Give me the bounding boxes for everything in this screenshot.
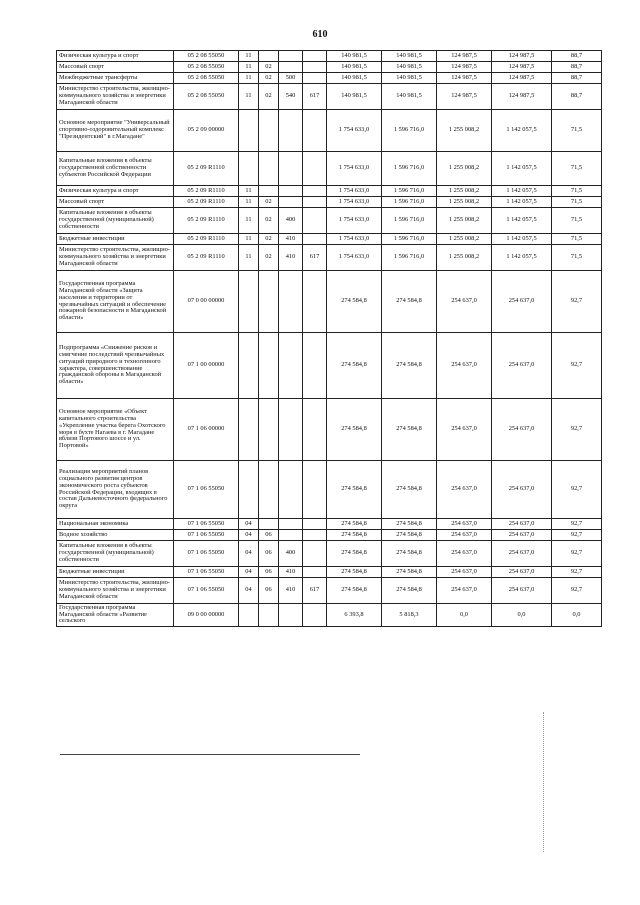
table-cell-plan: 274 584,8 [327,399,382,461]
table-cell-cash-executed: 254 637,0 [492,271,552,333]
table-cell-code: 07 1 06 55050 [174,541,239,567]
table-cell-name: Водное хозяйство [57,530,174,541]
table-cell-subsection: 06 [259,578,279,604]
table-cell-section: 11 [239,62,259,73]
table-cell-subsection: 02 [259,208,279,234]
table-cell-code: 05 2 08 55050 [174,84,239,110]
table-cell-expense-type [279,530,303,541]
table-cell-plan: 1 754 633,0 [327,197,382,208]
table-cell-name: Министерство строительства, жилищно-коммунального хозяйства и энергетики Магаданской области [57,245,174,271]
table-cell-section: 04 [239,578,259,604]
table-cell-admin-code [303,234,327,245]
table-cell-code: 07 1 06 55050 [174,567,239,578]
table-row [57,208,602,234]
table-cell-plan: 274 584,8 [327,578,382,604]
table-row [57,197,602,208]
table-cell-section: 04 [239,519,259,530]
table-cell-percent: 71,5 [552,110,602,152]
table-cell-admin-code [303,541,327,567]
table-cell-subsection [259,399,279,461]
table-cell-percent: 92,7 [552,541,602,567]
table-cell-section [239,110,259,152]
table-cell-section: 11 [239,73,259,84]
table-cell-plan: 1 754 633,0 [327,234,382,245]
table-cell-admin-code [303,333,327,399]
table-cell-code: 07 1 00 00000 [174,333,239,399]
table-cell-admin-code [303,604,327,627]
table-cell-plan: 274 584,8 [327,461,382,519]
table-cell-code: 05 2 09 R1110 [174,245,239,271]
table-cell-executed: 254 637,0 [437,519,492,530]
table-cell-refined-plan: 274 584,8 [382,578,437,604]
table-cell-refined-plan: 274 584,8 [382,530,437,541]
table-cell-admin-code [303,567,327,578]
table-cell-admin-code: 617 [303,578,327,604]
table-cell-admin-code [303,110,327,152]
table-cell-percent: 92,7 [552,578,602,604]
table-cell-refined-plan: 1 596 716,0 [382,197,437,208]
table-cell-name: Капитальные вложения в объекты государственной (муниципальной) собственности [57,208,174,234]
table-cell-section: 11 [239,234,259,245]
table-cell-section: 04 [239,567,259,578]
table-cell-percent: 88,7 [552,84,602,110]
table-cell-section: 11 [239,197,259,208]
table-row [57,62,602,73]
table-cell-admin-code [303,152,327,186]
table-cell-plan: 274 584,8 [327,530,382,541]
table-cell-cash-executed: 0,0 [492,604,552,627]
table-cell-code: 05 2 09 R1110 [174,234,239,245]
table-cell-name: Основное мероприятие "Универсальный спортивно-оздоровительный комплекс "Президентский" в г.Магадане" [57,110,174,152]
table-cell-subsection: 02 [259,73,279,84]
table-row [57,567,602,578]
table-cell-subsection [259,604,279,627]
table-cell-executed: 254 637,0 [437,399,492,461]
table-cell-code: 07 1 06 00000 [174,399,239,461]
table-cell-executed: 254 637,0 [437,461,492,519]
table-cell-percent: 71,5 [552,197,602,208]
table-cell-executed: 254 637,0 [437,578,492,604]
table-cell-executed: 1 255 008,2 [437,110,492,152]
table-cell-expense-type: 540 [279,84,303,110]
table-cell-expense-type [279,271,303,333]
table-row [57,271,602,333]
table-cell-code: 05 2 09 R1110 [174,208,239,234]
table-cell-admin-code [303,186,327,197]
table-cell-code: 07 1 06 55050 [174,530,239,541]
table-cell-percent: 92,7 [552,271,602,333]
table-cell-percent: 92,7 [552,519,602,530]
table-cell-section [239,399,259,461]
table-cell-executed: 124 987,5 [437,73,492,84]
table-cell-executed: 124 987,5 [437,84,492,110]
table-cell-subsection [259,110,279,152]
table-cell-subsection [259,152,279,186]
table-cell-section: 11 [239,186,259,197]
table-row [57,333,602,399]
table-cell-code: 09 0 00 00000 [174,604,239,627]
table-cell-code: 07 0 00 00000 [174,271,239,333]
table-cell-executed: 254 637,0 [437,271,492,333]
table-cell-percent: 88,7 [552,73,602,84]
table-cell-admin-code [303,399,327,461]
table-cell-percent: 92,7 [552,530,602,541]
table-cell-refined-plan: 274 584,8 [382,271,437,333]
table-cell-expense-type: 410 [279,578,303,604]
table-cell-expense-type [279,399,303,461]
table-cell-name: Бюджетные инвестиции [57,234,174,245]
table-cell-plan: 274 584,8 [327,541,382,567]
table-cell-section: 11 [239,51,259,62]
table-cell-subsection: 02 [259,197,279,208]
table-cell-name: Физическая культура и спорт [57,186,174,197]
table-cell-code: 07 1 06 55050 [174,519,239,530]
table-cell-admin-code [303,530,327,541]
table-cell-plan: 140 981,5 [327,51,382,62]
table-cell-code: 05 2 09 R1110 [174,152,239,186]
table-cell-refined-plan: 274 584,8 [382,399,437,461]
table-cell-refined-plan: 140 981,5 [382,62,437,73]
table-cell-executed: 124 987,5 [437,62,492,73]
table-row [57,51,602,62]
table-cell-admin-code [303,197,327,208]
table-cell-plan: 6 393,8 [327,604,382,627]
table-cell-name: Капитальные вложения в объекты государственной собственности субъектов Российской Федерации [57,152,174,186]
table-cell-subsection: 02 [259,234,279,245]
table-cell-subsection [259,333,279,399]
table-cell-plan: 274 584,8 [327,333,382,399]
table-cell-name: Межбюджетные трансферты [57,73,174,84]
table-cell-subsection: 06 [259,541,279,567]
table-cell-name: Подпрограмма «Снижение рисков и смягчение последствий чрезвычайных ситуаций природного и техногенного характера, совершенствование гражданской обороны в Магаданской области» [57,333,174,399]
table-cell-executed: 254 637,0 [437,567,492,578]
table-cell-refined-plan: 274 584,8 [382,519,437,530]
table-cell-code: 05 2 09 00000 [174,110,239,152]
table-cell-expense-type: 500 [279,73,303,84]
table-cell-admin-code [303,73,327,84]
table-cell-expense-type: 400 [279,208,303,234]
table-cell-plan: 274 584,8 [327,567,382,578]
table-cell-cash-executed: 124 987,5 [492,84,552,110]
table-cell-percent: 92,7 [552,461,602,519]
table-cell-refined-plan: 274 584,8 [382,333,437,399]
table-cell-admin-code [303,271,327,333]
table-row [57,604,602,627]
table-cell-admin-code [303,51,327,62]
table-cell-refined-plan: 140 981,5 [382,84,437,110]
table-cell-subsection: 06 [259,530,279,541]
table-cell-name: Государственная программа Магаданской области «Развитие сельского [57,604,174,627]
table-cell-cash-executed: 1 142 057,5 [492,186,552,197]
table-cell-admin-code [303,519,327,530]
table-cell-code: 07 1 06 55050 [174,578,239,604]
table-cell-section [239,333,259,399]
table-cell-percent: 92,7 [552,567,602,578]
table-cell-percent: 71,5 [552,152,602,186]
table-cell-name: Массовый спорт [57,197,174,208]
table-cell-expense-type [279,461,303,519]
table-cell-refined-plan: 5 818,3 [382,604,437,627]
table-row [57,519,602,530]
table-cell-refined-plan: 274 584,8 [382,541,437,567]
table-cell-refined-plan: 1 596 716,0 [382,152,437,186]
table-cell-refined-plan: 1 596 716,0 [382,245,437,271]
table-cell-expense-type: 410 [279,234,303,245]
table-cell-admin-code: 617 [303,245,327,271]
table-row [57,152,602,186]
table-cell-expense-type [279,186,303,197]
table-cell-percent: 92,7 [552,399,602,461]
table-cell-admin-code [303,461,327,519]
table-cell-refined-plan: 1 596 716,0 [382,186,437,197]
table-cell-percent: 92,7 [552,333,602,399]
table-cell-code: 07 1 06 55050 [174,461,239,519]
table-cell-cash-executed: 254 637,0 [492,461,552,519]
table-row [57,399,602,461]
table-cell-admin-code [303,62,327,73]
table-cell-plan: 274 584,8 [327,519,382,530]
table-row [57,541,602,567]
table-cell-expense-type [279,519,303,530]
table-cell-plan: 1 754 633,0 [327,208,382,234]
table-cell-plan: 140 981,5 [327,62,382,73]
table-cell-plan: 1 754 633,0 [327,186,382,197]
table-cell-code: 05 2 08 55050 [174,73,239,84]
table-cell-name: Бюджетные инвестиции [57,567,174,578]
table-cell-name: Основное мероприятие «Объект капитального строительства «Укрепление участка берега Охотского моря в бухте Нагаева в г. Магадане вблизи Портового шоссе и ул. Портовой» [57,399,174,461]
table-cell-subsection [259,51,279,62]
table-cell-name: Капитальные вложения в объекты государственной (муниципальной) собственности [57,541,174,567]
table-cell-name: Министерство строительства, жилищно-коммунального хозяйства и энергетики Магаданской области [57,84,174,110]
table-cell-section: 04 [239,541,259,567]
table-cell-executed: 1 255 008,2 [437,197,492,208]
table-cell-name: Физическая культура и спорт [57,51,174,62]
table-row [57,186,602,197]
table-cell-plan: 1 754 633,0 [327,245,382,271]
table-row [57,578,602,604]
table-cell-section [239,152,259,186]
table-cell-expense-type [279,197,303,208]
table-cell-cash-executed: 1 142 057,5 [492,110,552,152]
table-cell-subsection: 02 [259,62,279,73]
table-cell-section [239,604,259,627]
table-cell-section [239,461,259,519]
table-cell-executed: 1 255 008,2 [437,152,492,186]
table-cell-subsection [259,271,279,333]
table-cell-admin-code [303,208,327,234]
table-cell-cash-executed: 124 987,5 [492,51,552,62]
table-cell-expense-type [279,152,303,186]
table-cell-refined-plan: 140 981,5 [382,51,437,62]
table-cell-executed: 0,0 [437,604,492,627]
table-cell-name: Министерство строительства, жилищно-коммунального хозяйства и энергетики Магаданской области [57,578,174,604]
table-row [57,110,602,152]
table-cell-subsection [259,186,279,197]
table-cell-percent: 88,7 [552,51,602,62]
table-cell-percent: 0,0 [552,604,602,627]
table-cell-name: Государственная программа Магаданской области «Защита населения и территории от чрезвычайных ситуаций и обеспечение пожарной безопасности в Магаданской области» [57,271,174,333]
table-cell-subsection [259,461,279,519]
table-cell-cash-executed: 1 142 057,5 [492,234,552,245]
footer-rule [60,754,360,755]
table-cell-cash-executed: 1 142 057,5 [492,197,552,208]
table-cell-expense-type: 410 [279,567,303,578]
table-cell-code: 05 2 09 R1110 [174,197,239,208]
table-cell-expense-type [279,333,303,399]
table-cell-subsection: 02 [259,245,279,271]
table-cell-cash-executed: 254 637,0 [492,333,552,399]
table-cell-cash-executed: 1 142 057,5 [492,208,552,234]
table-cell-code: 05 2 08 55050 [174,51,239,62]
table-row [57,530,602,541]
table-cell-name: Национальная экономика [57,519,174,530]
table-cell-subsection: 02 [259,84,279,110]
table-cell-subsection: 06 [259,567,279,578]
table-cell-section: 11 [239,245,259,271]
table-cell-cash-executed: 254 637,0 [492,567,552,578]
table-cell-section [239,271,259,333]
table-cell-cash-executed: 254 637,0 [492,519,552,530]
table-cell-expense-type [279,110,303,152]
table-cell-percent: 71,5 [552,208,602,234]
table-cell-percent: 71,5 [552,186,602,197]
table-cell-cash-executed: 124 987,5 [492,73,552,84]
table-cell-executed: 1 255 008,2 [437,208,492,234]
table-cell-expense-type [279,51,303,62]
table-cell-plan: 140 981,5 [327,84,382,110]
table-cell-code: 05 2 08 55050 [174,62,239,73]
table-cell-plan: 1 754 633,0 [327,110,382,152]
table-cell-refined-plan: 1 596 716,0 [382,110,437,152]
table-cell-executed: 1 255 008,2 [437,186,492,197]
table-cell-executed: 254 637,0 [437,333,492,399]
table-cell-expense-type [279,62,303,73]
table-cell-executed: 254 637,0 [437,530,492,541]
table-cell-refined-plan: 1 596 716,0 [382,234,437,245]
table-cell-section: 11 [239,84,259,110]
table-row [57,84,602,110]
table-row [57,245,602,271]
table-cell-subsection [259,519,279,530]
table-cell-percent: 71,5 [552,234,602,245]
table-row [57,461,602,519]
table-cell-section: 04 [239,530,259,541]
table-cell-cash-executed: 254 637,0 [492,541,552,567]
table-cell-plan: 274 584,8 [327,271,382,333]
margin-dotted-line [543,712,544,852]
table-row [57,73,602,84]
table-row [57,234,602,245]
table-cell-cash-executed: 1 142 057,5 [492,152,552,186]
table-cell-cash-executed: 254 637,0 [492,530,552,541]
table-cell-refined-plan: 274 584,8 [382,461,437,519]
table-cell-executed: 124 987,5 [437,51,492,62]
table-cell-cash-executed: 254 637,0 [492,578,552,604]
table-cell-percent: 88,7 [552,62,602,73]
table-cell-refined-plan: 274 584,8 [382,567,437,578]
table-cell-refined-plan: 1 596 716,0 [382,208,437,234]
table-cell-cash-executed: 124 987,5 [492,62,552,73]
table-cell-cash-executed: 254 637,0 [492,399,552,461]
table-cell-expense-type [279,604,303,627]
table-cell-executed: 254 637,0 [437,541,492,567]
table-cell-executed: 1 255 008,2 [437,245,492,271]
table-cell-percent: 71,5 [552,245,602,271]
table-cell-name: Массовый спорт [57,62,174,73]
table-cell-cash-executed: 1 142 057,5 [492,245,552,271]
table-cell-plan: 140 981,5 [327,73,382,84]
table-cell-executed: 1 255 008,2 [437,234,492,245]
table-cell-plan: 1 754 633,0 [327,152,382,186]
budget-table [56,50,602,627]
table-cell-refined-plan: 140 981,5 [382,73,437,84]
table-cell-expense-type: 400 [279,541,303,567]
table-cell-code: 05 2 09 R1110 [174,186,239,197]
table-cell-expense-type: 410 [279,245,303,271]
page-number: 610 [312,29,328,40]
table-cell-admin-code: 617 [303,84,327,110]
table-cell-name: Реализация мероприятий планов социального развития центров экономического роста субъектов Российской Федерации, входящих в состав Дальневосточного федерального округа [57,461,174,519]
table-cell-section: 11 [239,208,259,234]
